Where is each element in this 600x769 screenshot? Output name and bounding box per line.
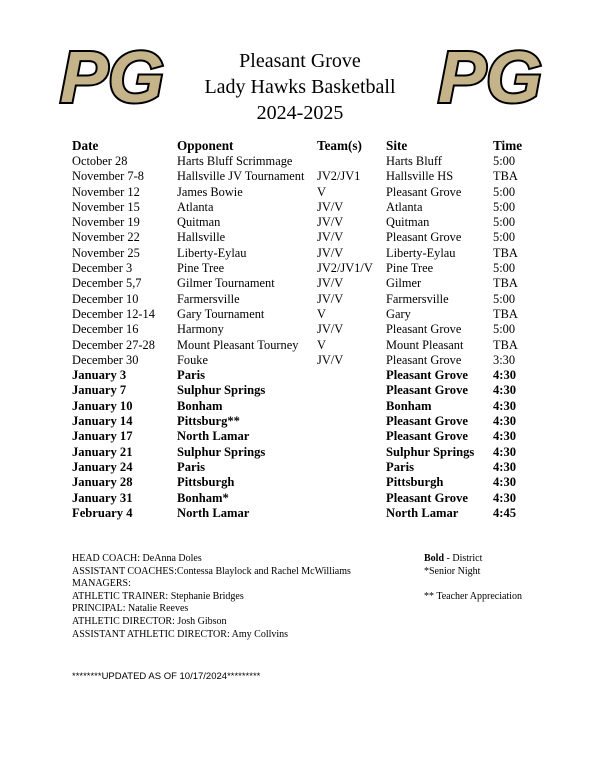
staff-line: HEAD COACH: DeAnna Doles [72,553,202,564]
game-opponent: Mount Pleasant Tourney [177,337,299,352]
table-row [72,506,542,521]
game-time: 5:00 [493,215,516,230]
game-date: January 31 [72,490,133,505]
school-name: Pleasant Grove [239,50,361,72]
game-opponent: Bonham [177,398,223,413]
game-date: December 3 [72,261,133,276]
game-opponent: Pittsburgh [177,475,235,490]
game-team: V [317,184,326,199]
game-opponent: Bonham* [177,490,229,505]
game-date: January 24 [72,459,133,474]
header-opponent: Opponent [177,138,234,153]
logo-text: PG [437,40,543,118]
table-row [72,154,542,169]
game-time: 4:30 [493,429,517,444]
game-time: 3:30 [493,352,516,367]
game-team: JV/V [317,352,344,367]
game-time: 5:00 [493,291,516,306]
game-date: January 28 [72,475,133,490]
game-date: January 10 [72,398,133,413]
staff-line: ATHLETIC TRAINER: Stephanie Bridges [72,590,244,602]
table-row [72,353,542,368]
game-team: JV/V [317,230,344,245]
game-opponent: Hallsville JV Tournament [177,169,305,184]
game-time: TBA [493,245,518,260]
staff-line: MANAGERS: [72,578,131,590]
staff-line: ASSISTANT COACHES:Contessa Blaylock and Rachel McWilliams [72,565,351,577]
game-site: Atlanta [386,199,423,214]
game-date: November 19 [72,215,140,230]
game-site: Farmersville [386,291,449,306]
table-row [72,460,542,475]
game-time: TBA [493,337,518,352]
game-team: JV/V [317,291,344,306]
game-date: November 7-8 [72,169,144,184]
legend-bold-desc: - District [444,553,483,564]
game-opponent: Fouke [177,352,208,367]
game-site: Bonham [386,398,432,413]
table-row [72,276,542,291]
game-date: November 12 [72,184,140,199]
game-site: Liberty-Eylau [386,245,456,260]
game-team: JV/V [317,245,344,260]
table-row [72,246,542,261]
game-opponent: Pittsburg** [177,414,240,429]
game-site: Pleasant Grove [386,184,462,199]
game-site: Pleasant Grove [386,490,468,505]
game-team: V [317,306,326,321]
table-row [72,185,542,200]
header-date: Date [72,138,99,153]
game-time: 4:30 [493,368,517,383]
game-opponent: Atlanta [177,199,214,214]
staff-line: PRINCIPAL: Natalie Reeves [72,603,189,615]
game-site: Pittsburgh [386,475,444,490]
game-opponent: James Bowie [177,184,243,199]
game-site: Pine Tree [386,261,434,276]
game-opponent: Sulphur Springs [177,383,266,398]
game-site: Gary [386,306,411,321]
table-row [72,230,542,245]
table-row [72,414,542,429]
game-date: January 14 [72,414,133,429]
game-time: 5:00 [493,230,516,245]
game-site: North Lamar [386,505,459,520]
legend [424,553,584,604]
game-date: January 7 [72,383,127,398]
logo-text: PG [59,40,165,118]
game-site: Pleasant Grove [386,429,468,444]
game-opponent: North Lamar [177,505,250,520]
game-time: 4:30 [493,444,517,459]
game-time: 4:45 [493,505,517,520]
table-row [72,261,542,276]
game-date: November 25 [72,245,140,260]
staff-line: ATHLETIC DIRECTOR: Josh Gibson [72,615,227,627]
header-time: Time [493,138,523,153]
team-name: Lady Hawks Basketball [204,76,396,98]
game-site: Pleasant Grove [386,414,468,429]
game-date: December 12-14 [72,306,155,321]
legend-bold-label: Bold [424,553,445,564]
game-opponent: Pine Tree [177,261,225,276]
table-row [72,215,542,230]
game-date: December 10 [72,291,139,306]
game-team: JV/V [317,276,344,291]
game-opponent: North Lamar [177,429,250,444]
table-row [72,445,542,460]
table-row [72,383,542,398]
table-row [72,169,542,184]
game-site: Pleasant Grove [386,322,462,337]
table-row [72,200,542,215]
game-date: January 21 [72,444,133,459]
season: 2024-2025 [256,102,344,124]
table-row [72,307,542,322]
table-row [72,429,542,444]
game-team: V [317,337,326,352]
game-site: Hallsville HS [386,169,454,184]
game-opponent: Sulphur Springs [177,444,266,459]
game-site: Gilmer [386,276,422,291]
table-row [72,338,542,353]
updated-note: ********UPDATED AS OF 10/17/2024********* [72,671,261,682]
game-time: 4:30 [493,414,517,429]
game-time: 4:30 [493,475,517,490]
game-opponent: Quitman [177,215,221,230]
game-time: 4:30 [493,383,517,398]
game-date: January 17 [72,429,133,444]
game-opponent: Farmersville [177,291,240,306]
game-date: February 4 [72,505,133,520]
game-time: 5:00 [493,322,516,337]
table-row [72,491,542,506]
game-site: Mount Pleasant [386,337,464,352]
staff-line: ASSISTANT ATHLETIC DIRECTOR: Amy Collvins [72,628,289,640]
game-team: JV/V [317,215,344,230]
game-opponent: Gary Tournament [177,306,265,321]
game-date: December 30 [72,352,139,367]
game-time: 4:30 [493,490,517,505]
game-site: Pleasant Grove [386,352,462,367]
game-team: JV2/JV1 [317,169,361,184]
game-site: Pleasant Grove [386,383,468,398]
staff-list [72,553,392,641]
game-date: November 15 [72,199,140,214]
schedule-table [72,138,542,521]
table-row [72,475,542,490]
game-opponent: Gilmer Tournament [177,276,275,291]
game-time: 5:00 [493,154,516,168]
game-team: JV/V [317,199,344,214]
game-date: December 5,7 [72,276,142,291]
game-opponent: Hallsville [177,230,226,245]
header-team: Team(s) [317,138,362,153]
game-site: Sulphur Springs [386,444,475,459]
game-team: JV2/JV1/V [317,261,373,276]
game-date: November 22 [72,230,140,245]
game-team: JV/V [317,322,344,337]
table-row [72,399,542,414]
table-row [72,322,542,337]
legend-senior-night: *Senior Night [424,565,481,577]
game-opponent: Paris [177,459,205,474]
game-date: January 3 [72,368,127,383]
game-time: TBA [493,276,518,291]
legend-district [424,553,584,566]
game-opponent: Paris [177,368,205,383]
game-site: Pleasant Grove [386,368,468,383]
table-row [72,292,542,307]
table-row [72,368,542,383]
game-site: Paris [386,459,414,474]
game-time: 4:30 [493,459,517,474]
game-opponent: Liberty-Eylau [177,245,247,260]
game-time: TBA [493,169,518,184]
game-time: 5:00 [493,261,516,276]
legend-teacher-appreciation: ** Teacher Appreciation [424,591,522,603]
game-site: Quitman [386,215,430,230]
game-date: December 27-28 [72,337,155,352]
game-opponent: Harmony [177,322,224,337]
header-site: Site [386,138,408,153]
game-time: 5:00 [493,199,516,214]
table-header [72,138,542,154]
game-time: 4:30 [493,398,517,413]
game-site: Harts Bluff [386,154,442,168]
game-opponent: Harts Bluff Scrimmage [177,154,293,168]
game-time: 5:00 [493,184,516,199]
game-date: December 16 [72,322,139,337]
game-time: TBA [493,306,518,321]
game-site: Pleasant Grove [386,230,462,245]
page-title [150,48,450,126]
game-date: October 28 [72,154,128,168]
